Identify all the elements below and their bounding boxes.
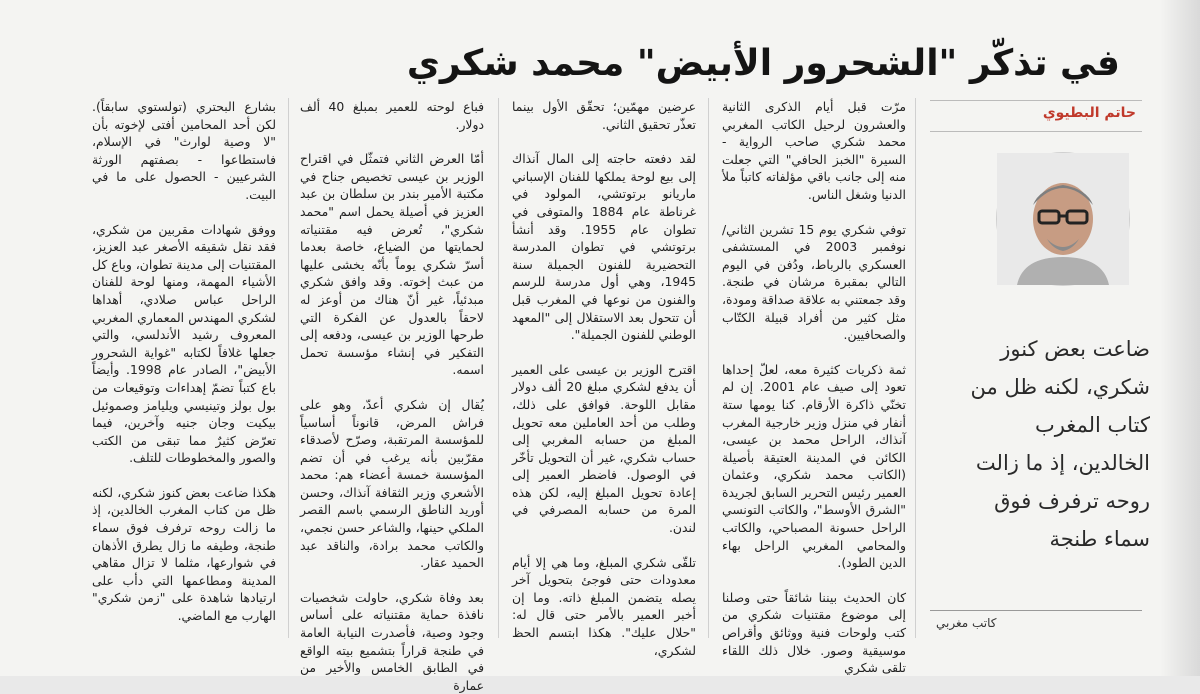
paragraph: لقد دفعته حاجته إلى المال آنذاك إلى بيع لوحة يملكها للفنان الإسباني ماريانو برتوتشي، المولود في غرناطة عام 1884 والمتوفى في تطوان عام 1955. وقد أنشأ برتوتشي في تطوان المدرسة التحضيرية للفنون الجميلة سنة 1945، وهي أول مدرسة للرسم والفنون من نوعها في المغرب قبل أن تتحول بعد الاستقلال إلى "المعهد الوطني للفنون الجميلة".: [512, 151, 697, 343]
author-portrait-icon: [997, 153, 1129, 285]
paragraph: عرضين مهمّين؛ تحقّق الأول بينما تعذّر تحقيق الثاني.: [512, 99, 696, 132]
paragraph: ووفق شهادات مقربين من شكري، فقد نقل شقيقه الأصغر عبد العزيز، المقتنيات إلى مدينة تطوان، وباع كل الأشياء المهمة، ومنها لوحة للفنان الراحل عباس صلادي، أهداها لشكري المهندس المعماري المغربي المعروف رشيد الأندلسي، والتي جعلها غلافاً لكتابه "غواية الشحرور الأبيض"، الصادر عام 1998. وأيضاً باع كتباً تضمّ إهداءات وتوقيعات من بول بولز وتينيسي ويليامز وصموئيل بيكيت وجان جنيه وآخرين، فيما تعرّض كثيرٌ مما تبقى من الكتب والصور والمخطوطات للتلف.: [92, 221, 276, 466]
paragraph: هكذا ضاعت بعض كنوز شكري، لكنه ظل من كتاب المغرب الخالدين، إذ ما زالت روحه ترفرف فوق سماء طنجة، وطيفه ما زال يطرق الأذهان في شوارعها، مثلما لا تزال مقاهي المدينة ومطاعمها التي دأب على ارتيادها شاهدة على "زمن شكري" الهارب مع الماضي.: [92, 484, 276, 624]
paragraph: توفي شكري يوم 15 تشرين الثاني/ نوفمبر 2003 في المستشفى العسكري بالرباط، ودُفن في اليوم التالي بمقبرة مرشان في طنجة. وقد جمعتني به علاقة صداقة ومودة، مثل كثير من أفراد قبيلة الكتّاب والصحافيين.: [722, 221, 907, 343]
paragraph: بشارع البحتري (تولستوي سابقاً). لكن أحد المحامين أفتى لإخوته بأن "لا وصية لوارث" في الإسلام، فاستطاعوا - بصفتهم الورثة الشرعيين - الحصول على ما في البيت.: [92, 99, 276, 202]
paragraph: بعد وفاة شكري، حاولت شخصيات نافذة حماية مقتنياته على أساس وجود وصية، فأصدرت النيابة العامة في طنجة قراراً بتشميع بيته الواقع في الطابق الخامس والأخير من عمارة: [300, 589, 484, 693]
author-sidebar: [930, 96, 1150, 656]
author-name: حاتم البطيوي: [1042, 105, 1136, 121]
article-column-2: [512, 98, 696, 658]
article-headline: في تذكّر "الشحرور الأبيض" محمد شكري: [406, 43, 1120, 85]
column-divider: [708, 98, 709, 638]
page-edge-shadow: [1160, 0, 1200, 676]
paragraph: اقترح الوزير بن عيسى على العمير أن يدفع لشكري مبلغ 20 ألف دولار مقابل اللوحة. فوافق على ذلك، وطلب من أحد العاملين معه تحويل المبلغ من حسابه المغربي إلى حساب شكري، غير أن التحويل تأخّر في الوصول. فاضطر العمير إلى إعادة تحويل المبلغ إليه، لكن هذه المرة من حسابه المصرفي في لندن.: [512, 361, 696, 536]
paragraph: تلقّى شكري المبلغ، وما هي إلا أيام معدودات حتى فوجئ بتحويل آخر يصله يتضمن المبلغ ذاته. وما إن أخبر العمير بالأمر حتى قال له: "حلال عليك". هكذا ابتسم الحظ لشكري،: [512, 554, 696, 658]
author-caption: كاتب مغربي: [936, 616, 997, 630]
paragraph: فباع لوحته للعمير بمبلغ 40 ألف دولار.: [300, 99, 484, 132]
paragraph: أمّا العرض الثاني فتمثّل في اقتراح الوزير بن عيسى تخصيص جناح في مكتبة الأمير بندر بن سلطان بن عبد العزيز في أصيلة يحمل اسم "محمد شكري"، تُعرض فيه مقتنياته لحمايتها من الضياع، خاصة بعدما أسرّ شكري يوماً بأنّه يخشى عليها من عبث إخوته. وقد وافق شكري مبدئياً، غير أنّ هناك من أوعز له لاحقاً بالعدول عن الفكرة التي طرحها الوزير بن عيسى، ودفعه إلى التفكير في إنشاء مؤسسة تحمل اسمه.: [300, 151, 484, 378]
column-divider: [288, 98, 289, 638]
column-divider: [498, 98, 499, 638]
article-column-3: [300, 98, 484, 693]
paragraph: ثمة ذكريات كثيرة معه، لعلّ إحداها تعود إلى صيف عام 2001. إن لم تخنّي ذاكرة الأرقام. كنا يومها ستة أنفار في منزل وزير خارجية المغرب آنذاك، الراحل محمد بن عيسى، الكائن في المدينة العتيقة بأصيلة (الكاتب محمد شكري، وعثمان العمير رئيس التحرير السابق لجريدة "الشرق الأوسط"، والكاتب التونسي الراحل حسونة المصباحي، والكاتب والمحامي المغربي الراحل بهاء الدين الطود).: [722, 361, 906, 571]
author-portrait: [996, 152, 1130, 286]
paragraph: كان الحديث بيننا شائقاً حتى وصلنا إلى موضوع مقتنيات شكري من كتب ولوحات فنية ووثائق وأقراص موسيقية وصور. خلال ذلك اللقاء تلقى شكري: [722, 589, 906, 676]
author-byline: [930, 100, 1142, 132]
pull-quote: ضاعت بعض كنوز شكري، لكنه ظل من كتاب المغرب الخالدين، إذ ما زالت روحه ترفرف فوق سماء طنجة: [970, 337, 1150, 551]
paragraph: مرّت قبل أيام الذكرى الثانية والعشرون لرحيل الكاتب المغربي محمد شكري صاحب الرواية - السيرة "الخبز الحافي" التي جعلت منه إلى جانب باقي مؤلفاته كاتباً ملأ الدنيا وشغل الناس.: [722, 99, 906, 202]
article-column-1: [722, 98, 907, 676]
article-column-4: [92, 98, 276, 658]
paragraph: يُقال إن شكري أعدّ، وهو على فراش المرض، قانوناً أساسياً للمؤسسة المرتقبة، وصرّح لأصدقاء مقرّبين بأنه يرغب في أن تضم المؤسسة خمسة أعضاء هم: محمد الأشعري وزير الثقافة آنذاك، وحسن أوريد الناطق الرسمي باسم القصر الملكي حينها، والشاعر حسن نجمي، والكاتب محمد برادة، والناقد عبد الحميد عقار.: [300, 396, 484, 571]
column-divider: [915, 98, 916, 638]
caption-divider: [930, 610, 1142, 611]
